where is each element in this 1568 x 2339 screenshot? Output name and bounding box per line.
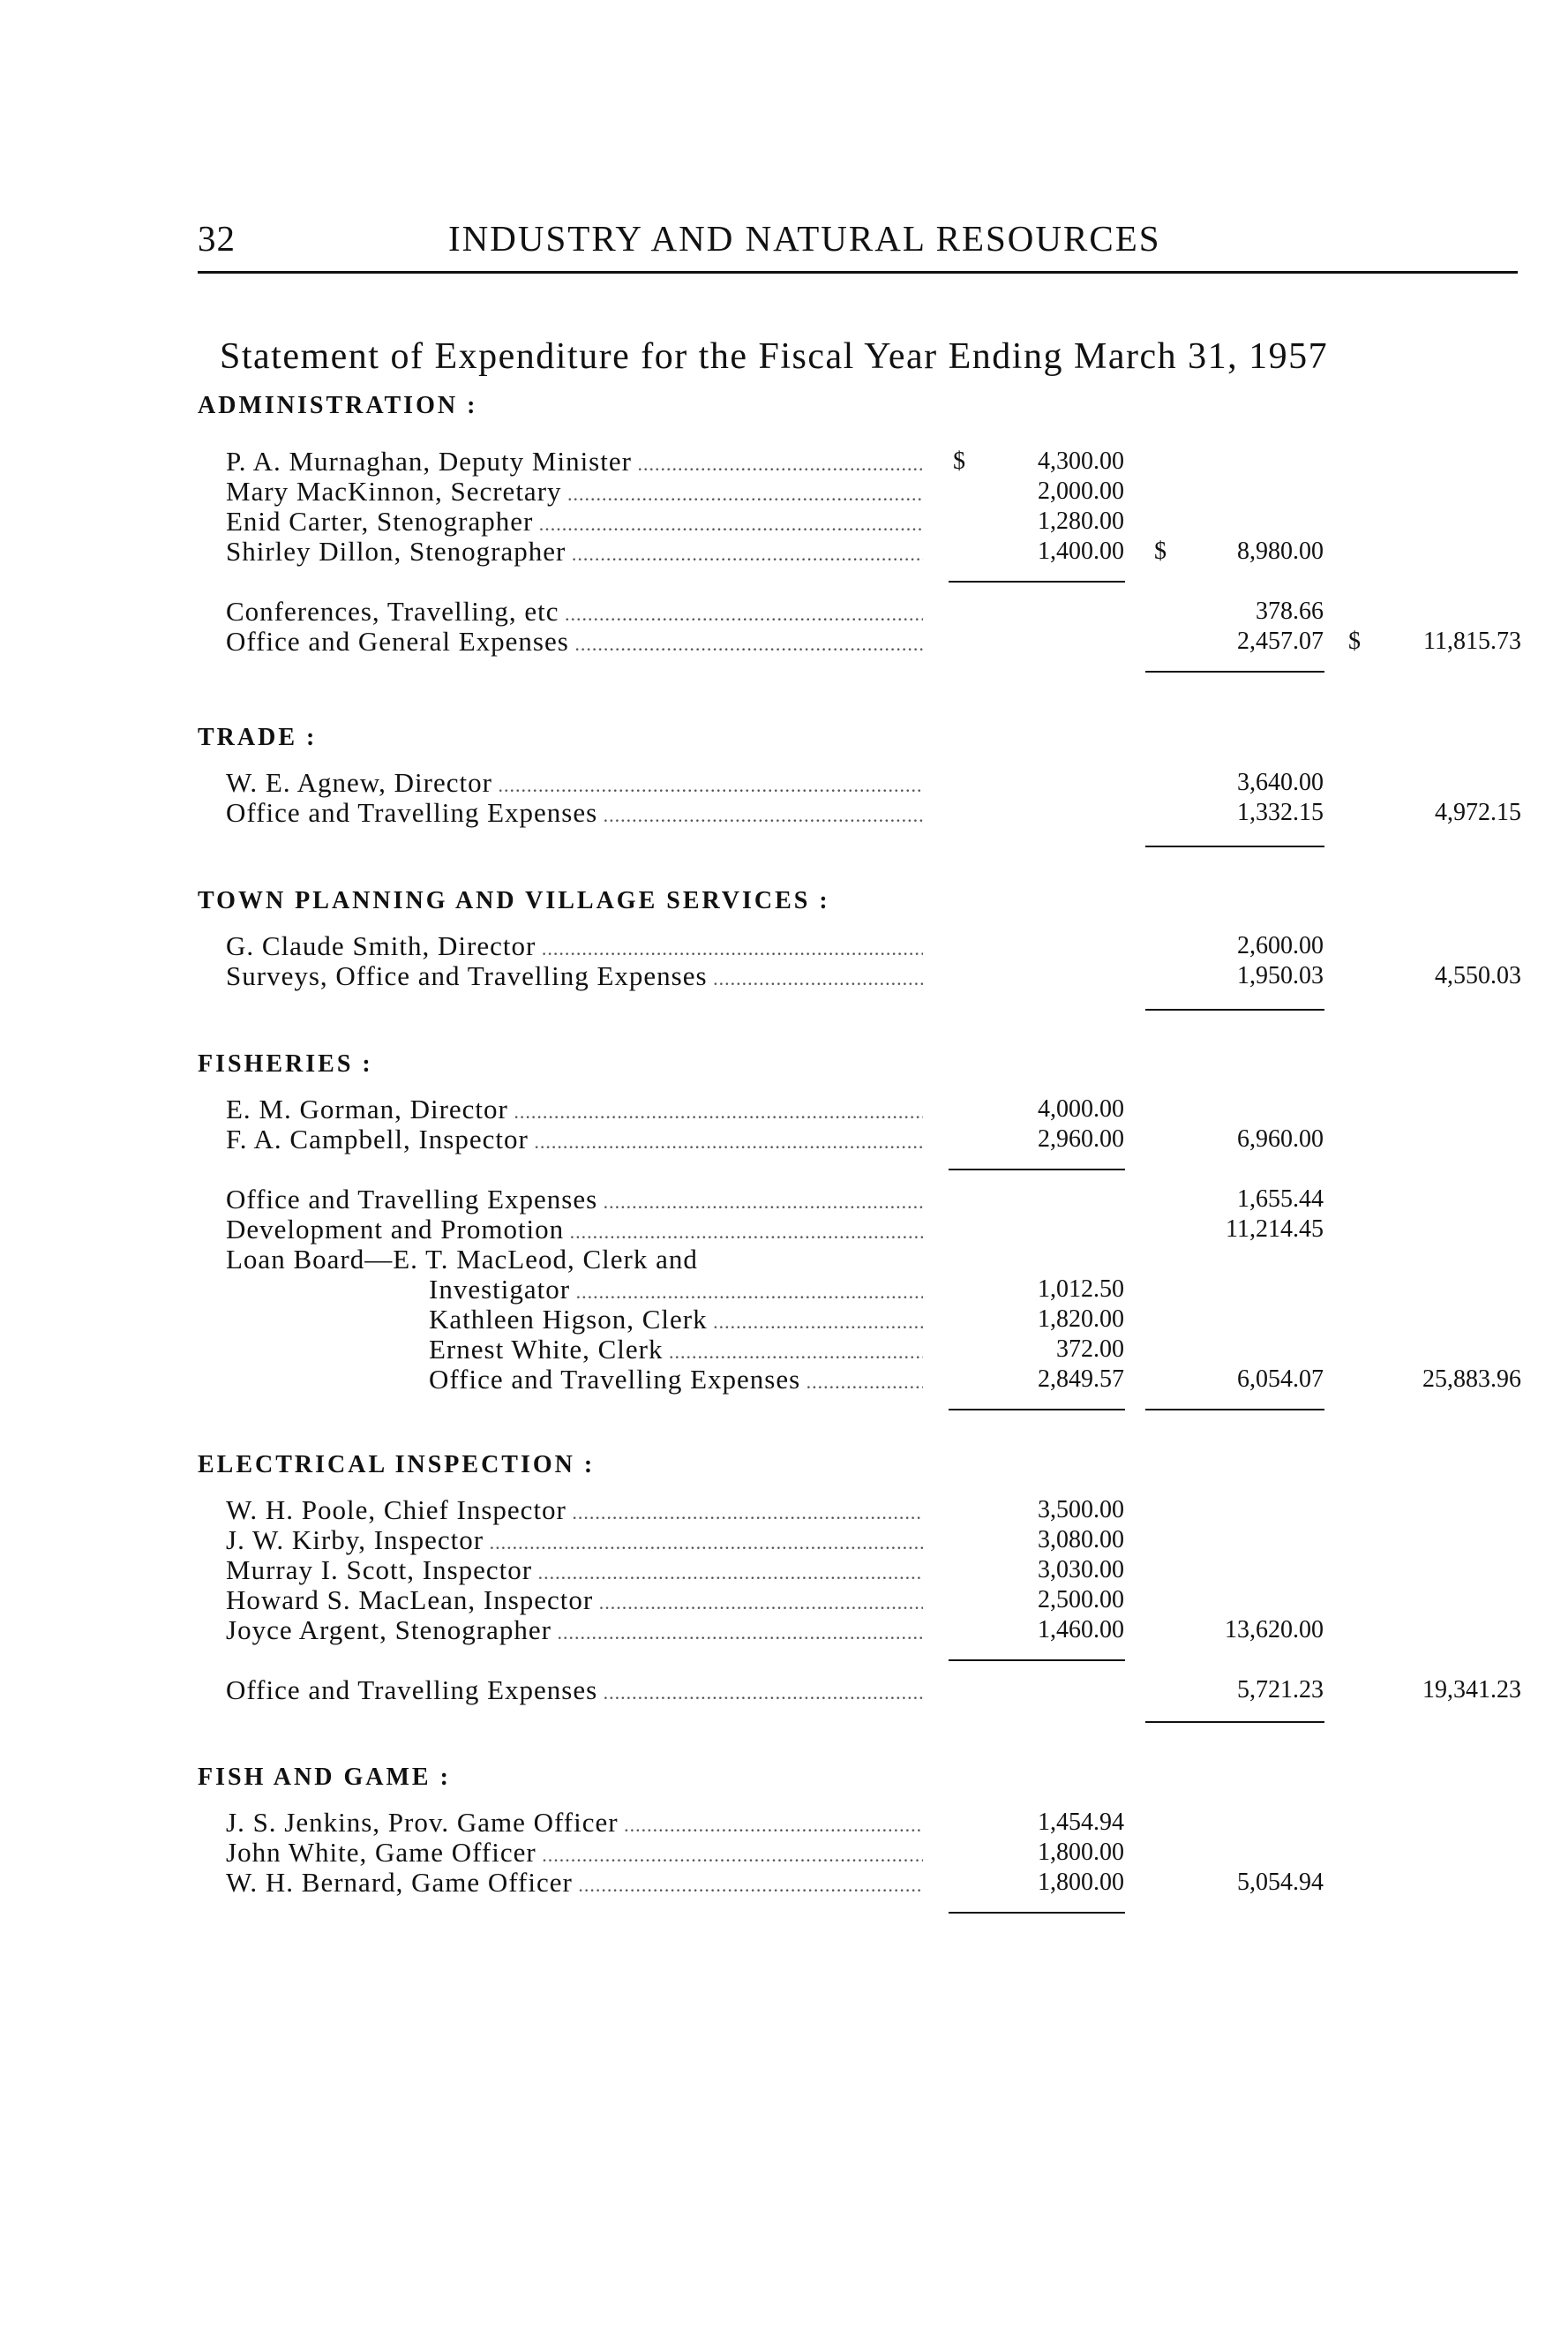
subtotal-rule <box>949 1409 1125 1410</box>
amount-c1: 3,080.00 <box>1038 1526 1124 1553</box>
amount-c1: 1,800.00 <box>1038 1869 1124 1896</box>
amount-c1: 1,820.00 <box>1038 1305 1124 1333</box>
amount-c1: 3,500.00 <box>1038 1496 1124 1523</box>
row-label: J. S. Jenkins, Prov. Game Officer ..... <box>226 1808 923 1840</box>
section-heading-trade: TRADE : <box>198 724 318 751</box>
table-row <box>0 1838 1568 1868</box>
row-label: Shirley Dillon, Stenographer ..... <box>226 537 923 569</box>
section-heading-electrical: ELECTRICAL INSPECTION : <box>198 1451 596 1478</box>
table-row <box>0 1615 1568 1645</box>
row-label: Office and Travelling Expenses ..... <box>429 1365 923 1397</box>
row-label: F. A. Campbell, Inspector ..... <box>226 1124 923 1157</box>
statement-title: Statement of Expenditure for the Fiscal Year Ending March 31, 1957 <box>220 336 1329 377</box>
subtotal-rule <box>1145 1009 1324 1011</box>
table-row <box>0 1868 1568 1898</box>
amount-c2: 3,640.00 <box>1237 769 1324 796</box>
table-row <box>0 507 1568 537</box>
row-label: Howard S. MacLean, Inspector ..... <box>226 1585 923 1618</box>
subtotal-rule <box>1145 1721 1324 1723</box>
row-label: E. M. Gorman, Director ..... <box>226 1094 923 1127</box>
amount-c2: 1,655.44 <box>1237 1185 1324 1213</box>
table-row <box>0 597 1568 627</box>
table-row <box>0 1365 1568 1395</box>
amount-c1: 1,460.00 <box>1038 1616 1124 1643</box>
section-heading-town-planning: TOWN PLANNING AND VILLAGE SERVICES : <box>198 887 830 914</box>
amount-c2: 2,457.07 <box>1237 628 1324 655</box>
row-label: Ernest White, Clerk ..... <box>429 1335 923 1367</box>
row-label: Conferences, Travelling, etc ..... <box>226 597 923 629</box>
row-label: Office and Travelling Expenses ..... <box>226 798 923 831</box>
row-label: P. A. Murnaghan, Deputy Minister ..... <box>226 447 923 479</box>
amount-c1: 1,280.00 <box>1038 508 1124 535</box>
amount-c2: 8,980.00 <box>1237 538 1324 565</box>
amount-c3: 19,341.23 <box>1422 1676 1521 1703</box>
table-row <box>0 1185 1568 1215</box>
row-label: Joyce Argent, Stenographer ..... <box>226 1615 923 1648</box>
table-row <box>0 768 1568 798</box>
subtotal-rule <box>949 581 1125 583</box>
table-row <box>0 1585 1568 1615</box>
table-row <box>0 1305 1568 1335</box>
amount-c2: 6,960.00 <box>1237 1125 1324 1153</box>
row-label: Mary MacKinnon, Secretary ..... <box>226 477 923 509</box>
table-row <box>0 477 1568 507</box>
subtotal-rule <box>1145 1409 1324 1410</box>
amount-c2: 1,332.15 <box>1237 799 1324 826</box>
table-row <box>0 447 1568 477</box>
subtotal-rule <box>949 1659 1125 1661</box>
header-rule <box>198 271 1518 274</box>
amount-c1: 2,849.57 <box>1038 1365 1124 1393</box>
dollar-sign: $ <box>953 447 965 475</box>
table-row <box>0 1525 1568 1555</box>
amount-c1: 2,000.00 <box>1038 478 1124 505</box>
amount-c1: 4,300.00 <box>1038 447 1124 475</box>
row-label: Office and General Expenses ..... <box>226 627 923 659</box>
amount-c1: 1,800.00 <box>1038 1839 1124 1866</box>
amount-c2: 6,054.07 <box>1237 1365 1324 1393</box>
dollar-sign: $ <box>1348 628 1361 655</box>
subtotal-rule <box>949 1169 1125 1170</box>
table-row <box>0 1555 1568 1585</box>
amount-c2: 378.66 <box>1256 598 1324 625</box>
table-row <box>0 1275 1568 1305</box>
running-header <box>198 217 1530 270</box>
row-label: Enid Carter, Stenographer ..... <box>226 507 923 539</box>
book-title: INDUSTRY AND NATURAL RESOURCES <box>448 218 1161 259</box>
dollar-sign: $ <box>1154 538 1167 565</box>
section-heading-fisheries: FISHERIES : <box>198 1050 373 1078</box>
table-row <box>0 1245 1568 1275</box>
amount-c1: 3,030.00 <box>1038 1556 1124 1583</box>
amount-c1: 2,500.00 <box>1038 1586 1124 1613</box>
amount-c1: 372.00 <box>1056 1335 1124 1363</box>
row-label: Investigator ..... <box>429 1275 923 1307</box>
row-label: Loan Board—E. T. MacLeod, Clerk and <box>226 1245 698 1275</box>
row-label: Development and Promotion ..... <box>226 1215 923 1247</box>
section-heading-fish-and-game: FISH AND GAME : <box>198 1764 451 1791</box>
amount-c2: 5,054.94 <box>1237 1869 1324 1896</box>
amount-c1: 1,012.50 <box>1038 1275 1124 1303</box>
row-label: W. H. Poole, Chief Inspector ..... <box>226 1495 923 1528</box>
amount-c2: 11,214.45 <box>1226 1215 1324 1243</box>
row-label: W. E. Agnew, Director ..... <box>226 768 923 801</box>
table-row <box>0 1215 1568 1245</box>
amount-c3: 4,972.15 <box>1435 799 1521 826</box>
page-number: 32 <box>198 218 236 259</box>
amount-c3: 11,815.73 <box>1423 628 1521 655</box>
table-row <box>0 931 1568 961</box>
row-label: W. H. Bernard, Game Officer ..... <box>226 1868 923 1900</box>
table-row <box>0 1335 1568 1365</box>
subtotal-rule <box>949 1912 1125 1914</box>
table-row <box>0 1094 1568 1124</box>
row-label: Surveys, Office and Travelling Expenses ..... <box>226 961 923 994</box>
amount-c2: 1,950.03 <box>1237 962 1324 989</box>
amount-c2: 5,721.23 <box>1237 1676 1324 1703</box>
amount-c2: 2,600.00 <box>1237 932 1324 959</box>
row-label: Kathleen Higson, Clerk ..... <box>429 1305 923 1337</box>
table-row <box>0 537 1568 567</box>
subtotal-rule <box>1145 846 1324 847</box>
section-heading-administration: ADMINISTRATION : <box>198 392 478 419</box>
table-row <box>0 798 1568 828</box>
amount-c3: 4,550.03 <box>1435 962 1521 989</box>
table-row <box>0 1675 1568 1705</box>
row-label: G. Claude Smith, Director ..... <box>226 931 923 964</box>
amount-c1: 4,000.00 <box>1038 1095 1124 1123</box>
row-label: Office and Travelling Expenses ..... <box>226 1675 923 1708</box>
table-row <box>0 1495 1568 1525</box>
amount-c1: 1,454.94 <box>1038 1809 1124 1836</box>
amount-c1: 2,960.00 <box>1038 1125 1124 1153</box>
row-label: Office and Travelling Expenses ..... <box>226 1185 923 1217</box>
row-label: J. W. Kirby, Inspector ..... <box>226 1525 923 1558</box>
row-label: Murray I. Scott, Inspector ..... <box>226 1555 923 1588</box>
table-row <box>0 1808 1568 1838</box>
table-row <box>0 961 1568 991</box>
row-label: John White, Game Officer ..... <box>226 1838 923 1870</box>
subtotal-rule <box>1145 671 1324 673</box>
table-row <box>0 627 1568 657</box>
amount-c2: 13,620.00 <box>1225 1616 1324 1643</box>
amount-c3: 25,883.96 <box>1422 1365 1521 1393</box>
table-row <box>0 1124 1568 1154</box>
amount-c1: 1,400.00 <box>1038 538 1124 565</box>
